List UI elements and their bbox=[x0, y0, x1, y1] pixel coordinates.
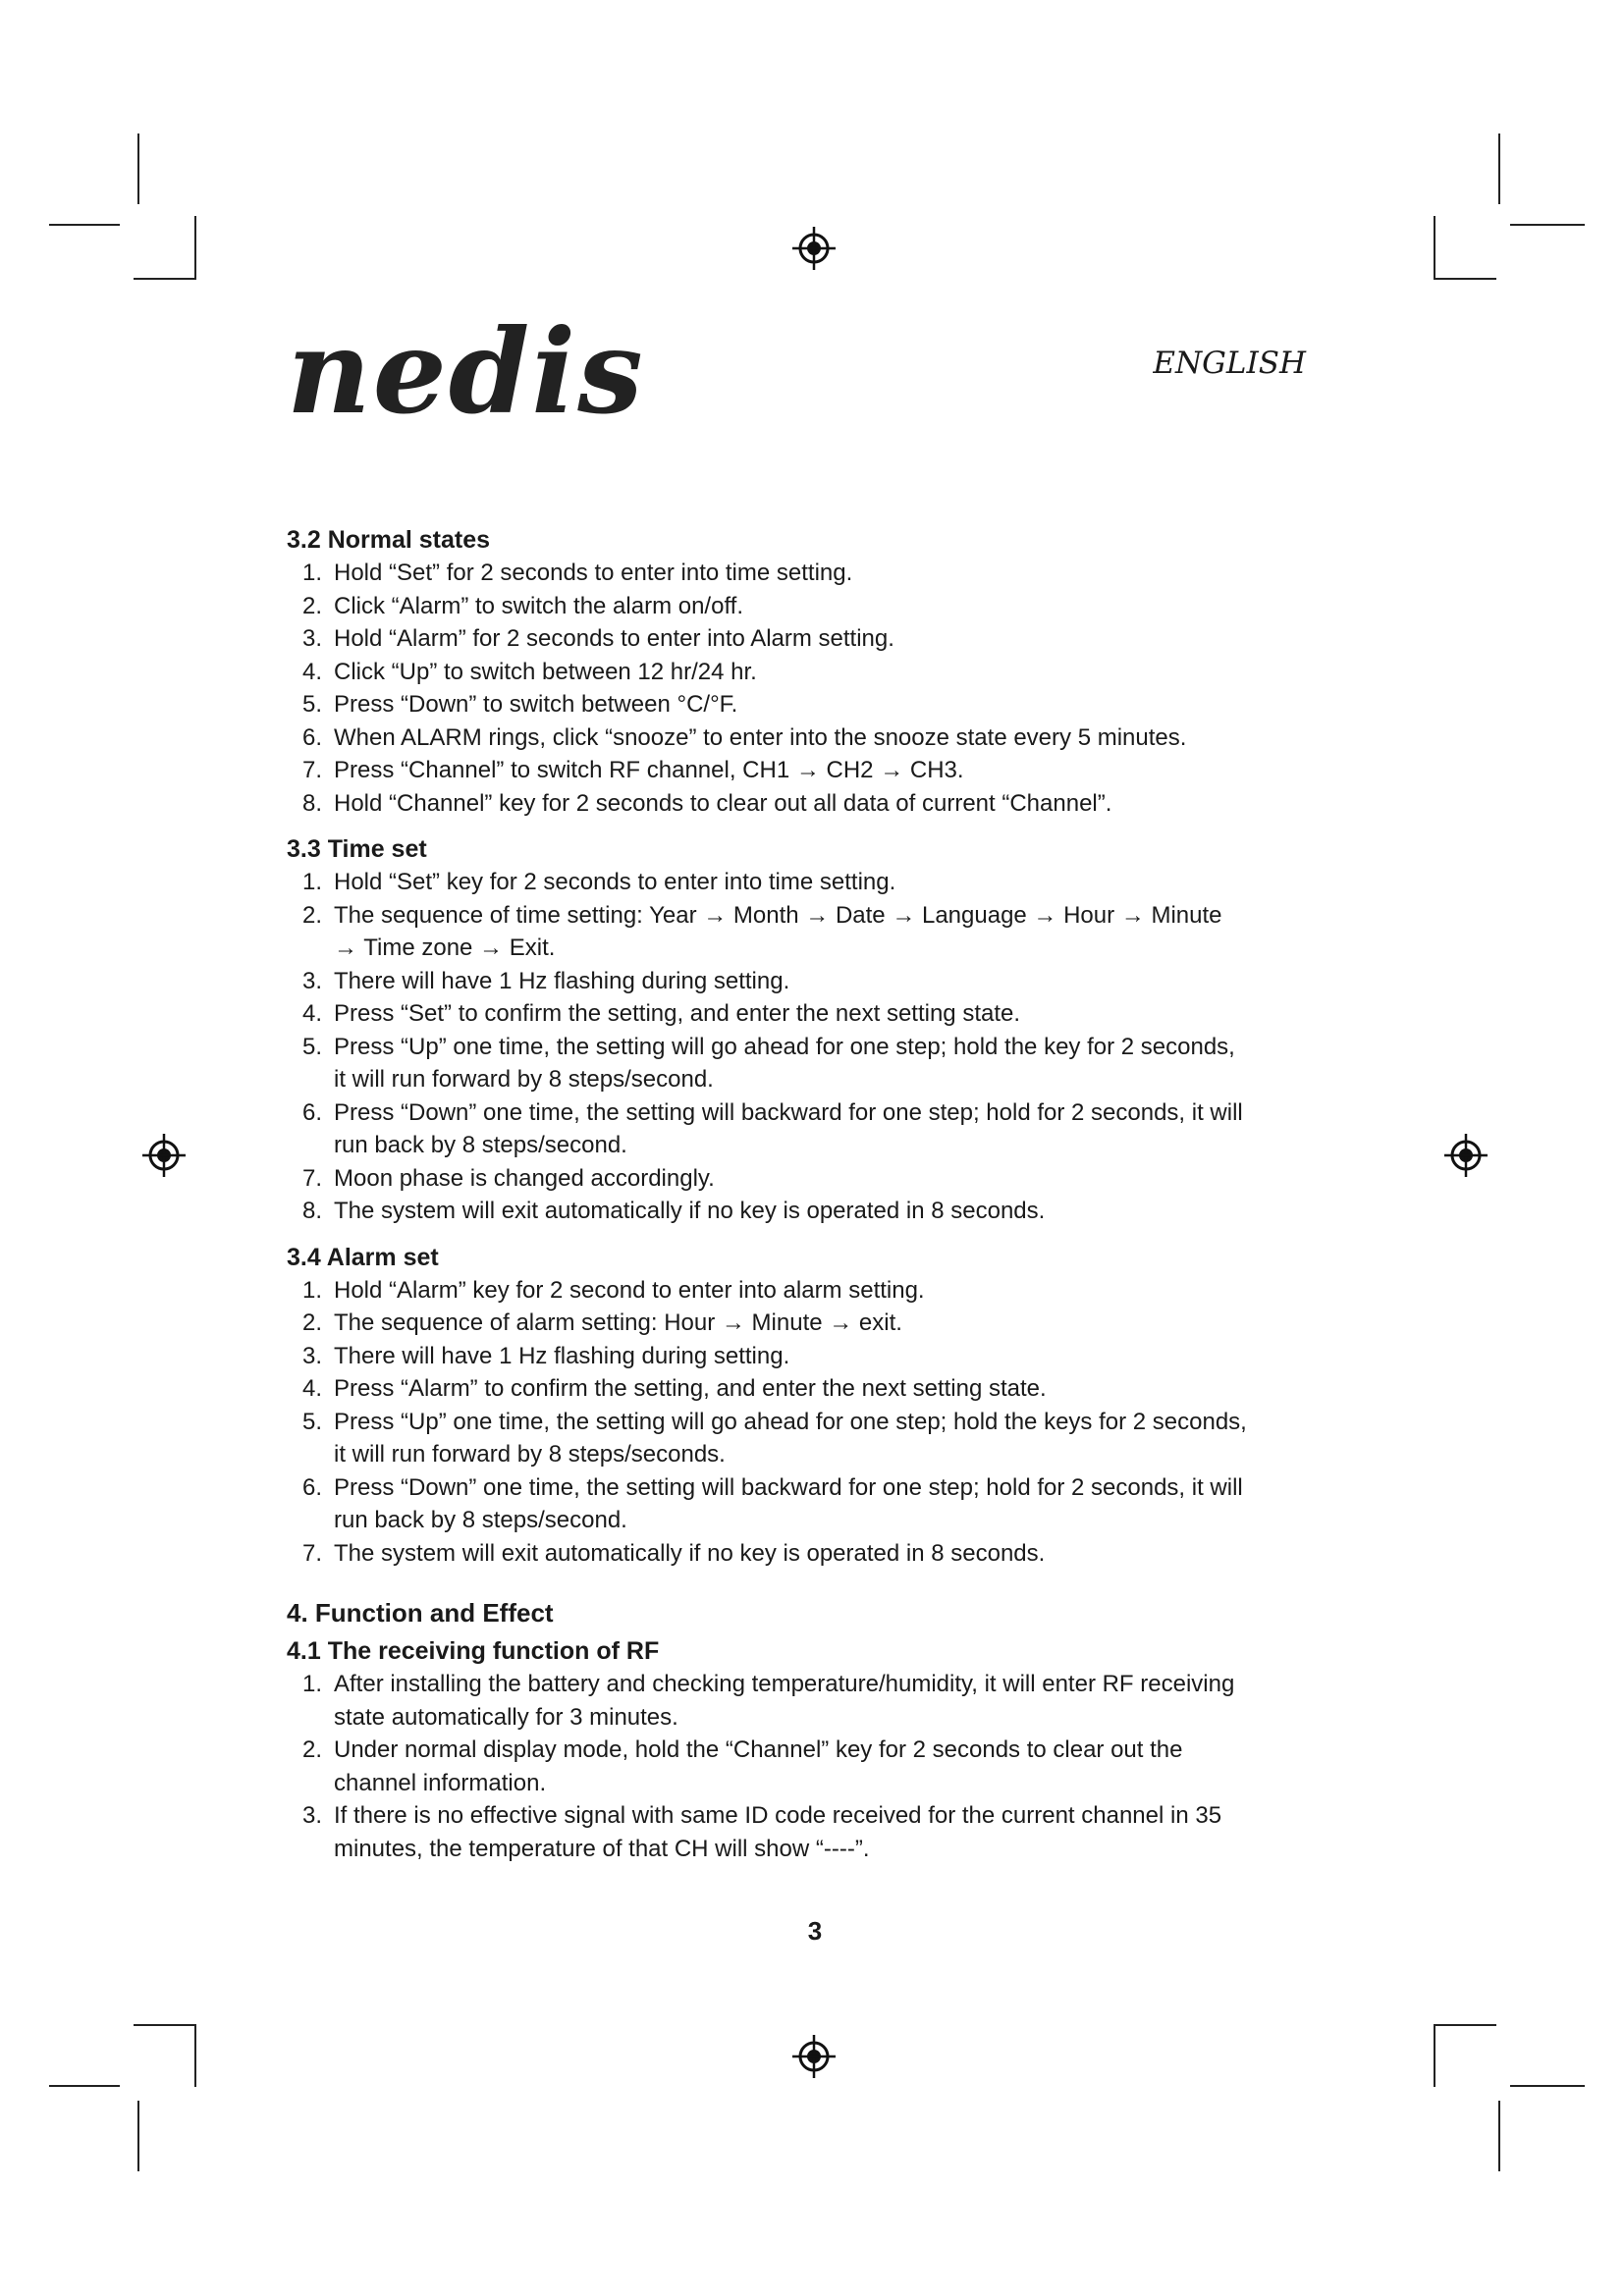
list-item: 8. Hold “Channel” key for 2 seconds to clear out all data of current “Channel”. bbox=[302, 789, 1112, 817]
crop-mark bbox=[137, 2101, 139, 2171]
list-item: 7. Moon phase is changed accordingly. bbox=[302, 1164, 715, 1192]
list-item: 2. Click “Alarm” to switch the alarm on/off. bbox=[302, 592, 744, 619]
crop-mark bbox=[1510, 2085, 1585, 2087]
crop-mark bbox=[137, 133, 139, 204]
instruction-list bbox=[287, 1274, 1249, 1571]
list-item: 5. Press “Down” to switch between °C/°F. bbox=[302, 691, 738, 718]
list-item: 2. The sequence of alarm setting: Hour → Minute → exit. bbox=[302, 1309, 902, 1336]
list-item: 7. Press “Channel” to switch RF channel, CH1 → CH2 → CH3. bbox=[302, 757, 964, 783]
registration-mark-icon bbox=[139, 1131, 189, 1180]
list-item: 4. Press “Set” to confirm the setting, and enter the next setting state. bbox=[302, 1000, 1021, 1027]
crop-mark bbox=[134, 2024, 196, 2026]
list-item: 1. Hold “Set” for 2 seconds to enter into time setting. bbox=[302, 560, 853, 586]
list-item: 3. Hold “Alarm” for 2 seconds to enter into Alarm setting. bbox=[302, 625, 894, 652]
crop-mark bbox=[1434, 278, 1496, 280]
section-heading: 3.4 Alarm set bbox=[287, 1243, 439, 1271]
nedis-logo bbox=[283, 312, 715, 440]
list-item: 5. Press “Up” one time, the setting will go ahead for one step; hold the keys for 2 seconds, it will run forward by 8 steps/seconds. bbox=[302, 1408, 1247, 1468]
section-heading: 3.3 Time set bbox=[287, 835, 427, 863]
crop-mark bbox=[1498, 133, 1500, 204]
list-item: 1. Hold “Set” key for 2 seconds to enter into time setting. bbox=[302, 869, 896, 895]
list-item: 6. When ALARM rings, click “snooze” to enter into the snooze state every 5 minutes. bbox=[302, 723, 1187, 751]
list-item: 2. The sequence of time setting: Year → Month → Date → Language → Hour → Minute → Time zone → Exit. bbox=[302, 901, 1222, 961]
list-item: 5. Press “Up” one time, the setting will go ahead for one step; hold the key for 2 seconds, it will run forward by 8 steps/second. bbox=[302, 1033, 1235, 1093]
registration-mark-icon bbox=[789, 2032, 839, 2081]
list-item: 7. The system will exit automatically if no key is operated in 8 seconds. bbox=[302, 1539, 1046, 1567]
list-item: 4. Press “Alarm” to confirm the setting, and enter the next setting state. bbox=[302, 1375, 1047, 1402]
registration-mark-icon bbox=[1441, 1131, 1490, 1180]
registration-mark-icon bbox=[789, 224, 839, 273]
crop-mark bbox=[1434, 2024, 1496, 2026]
crop-mark bbox=[49, 2085, 120, 2087]
svg-text:nedis: nedis bbox=[287, 312, 645, 440]
list-item: 3. If there is no effective signal with same ID code received for the current channel in 35 minutes, the temperature of that CH will show “----”. bbox=[302, 1802, 1222, 1862]
instruction-list bbox=[287, 557, 1249, 820]
list-item: 4. Click “Up” to switch between 12 hr/24 hr. bbox=[302, 658, 757, 685]
chapter-heading: 4. Function and Effect bbox=[287, 1598, 554, 1628]
list-item: 2. Under normal display mode, hold the “Channel” key for 2 seconds to clear out the channel information. bbox=[302, 1736, 1183, 1796]
language-label: ENGLISH bbox=[1153, 346, 1306, 381]
list-item: 6. Press “Down” one time, the setting will backward for one step; hold for 2 seconds, it will run back by 8 steps/second. bbox=[302, 1473, 1243, 1533]
crop-mark bbox=[1510, 224, 1585, 226]
crop-mark bbox=[1434, 216, 1435, 279]
list-item: 8. The system will exit automatically if no key is operated in 8 seconds. bbox=[302, 1198, 1046, 1224]
section-heading: 4.1 The receiving function of RF bbox=[287, 1637, 660, 1665]
instruction-list bbox=[287, 866, 1249, 1228]
spacer bbox=[287, 1583, 1249, 1597]
list-item: 1. After installing the battery and checking temperature/humidity, it will enter RF receiving state automatically for 3 minutes. bbox=[302, 1671, 1235, 1731]
section-heading: 3.2 Normal states bbox=[287, 526, 491, 554]
crop-mark bbox=[49, 224, 120, 226]
list-item: 1. Hold “Alarm” key for 2 second to enter into alarm setting. bbox=[302, 1276, 925, 1304]
crop-mark bbox=[134, 278, 196, 280]
page-number: 3 bbox=[807, 1916, 823, 1946]
list-item: 3. There will have 1 Hz flashing during setting. bbox=[302, 1342, 790, 1369]
crop-mark bbox=[194, 216, 196, 279]
crop-mark bbox=[1434, 2024, 1435, 2087]
crop-mark bbox=[194, 2024, 196, 2087]
crop-mark bbox=[1498, 2101, 1500, 2171]
manual-content bbox=[287, 524, 1249, 1879]
list-item: 6. Press “Down” one time, the setting will backward for one step; hold for 2 seconds, it will run back by 8 steps/second. bbox=[302, 1098, 1243, 1158]
instruction-list bbox=[287, 1668, 1249, 1865]
list-item: 3. There will have 1 Hz flashing during setting. bbox=[302, 967, 790, 994]
